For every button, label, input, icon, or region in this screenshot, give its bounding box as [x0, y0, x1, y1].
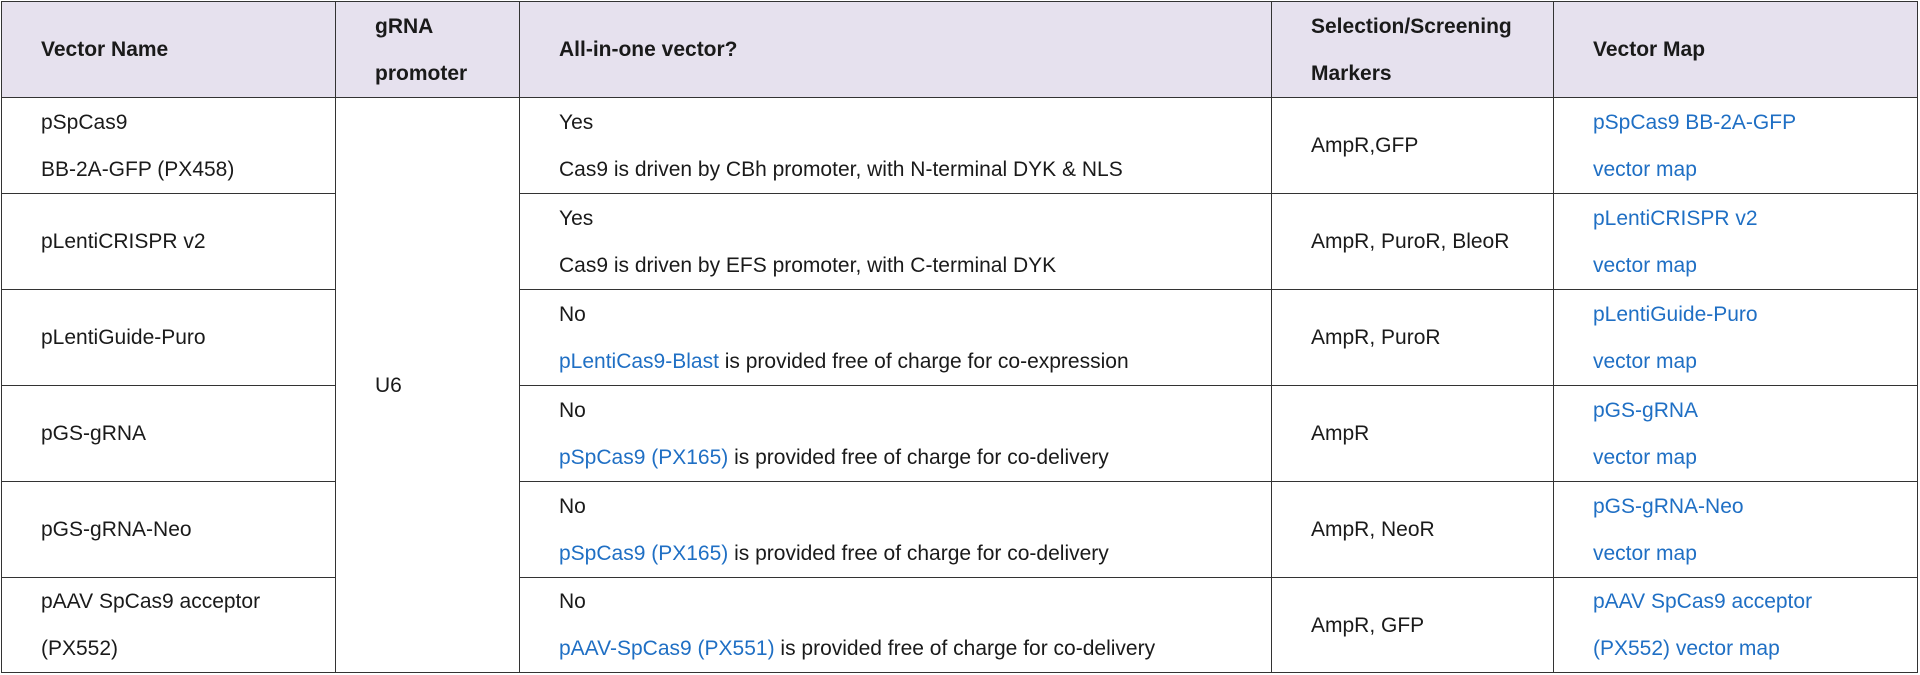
- vector-name: pGS-gRNA: [41, 422, 147, 445]
- table-row: [2, 98, 1918, 194]
- header-label-line: Vector Name: [41, 38, 169, 61]
- vector-map-link[interactable]: vector map: [1593, 445, 1697, 469]
- all-in-one-answer: Yes: [559, 206, 594, 230]
- header-label-line: Vector Map: [1593, 38, 1706, 61]
- vector-name-cell: [2, 194, 336, 290]
- note-text: is provided free of charge for co-expression: [718, 349, 1129, 373]
- all-in-one-cell: [520, 578, 1272, 673]
- all-in-one-answer: No: [559, 398, 586, 422]
- companion-vector-link[interactable]: pSpCas9 (PX165): [559, 445, 729, 469]
- header-markers: [1272, 2, 1554, 98]
- header-label-line: gRNA: [375, 14, 434, 38]
- companion-vector-link[interactable]: pLentiCas9-Blast: [559, 349, 719, 373]
- companion-vector-link[interactable]: pSpCas9 (PX165): [559, 541, 729, 565]
- table-row: [2, 386, 1918, 482]
- vector-map-link[interactable]: pLentiCRISPR v2: [1593, 206, 1758, 230]
- vector-map-link[interactable]: vector map: [1593, 157, 1697, 181]
- vector-map-link[interactable]: (PX552) vector map: [1593, 637, 1780, 660]
- vector-map-cell: [1554, 578, 1918, 673]
- vector-map-link[interactable]: pGS-gRNA: [1593, 398, 1699, 422]
- vector-map-link[interactable]: vector map: [1593, 541, 1697, 565]
- header-label-line: All-in-one vector?: [559, 38, 738, 61]
- markers-cell: AmpR,GFP: [1272, 98, 1554, 194]
- companion-vector-link[interactable]: pAAV-SpCas9 (PX551): [559, 637, 775, 660]
- vector-map-cell: [1554, 98, 1918, 194]
- vector-name: BB-2A-GFP (PX458): [41, 157, 235, 181]
- vector-map-link[interactable]: pLentiGuide-Puro: [1593, 302, 1758, 326]
- vector-name: pLentiCRISPR v2: [41, 230, 206, 253]
- all-in-one-cell: [520, 482, 1272, 578]
- markers-cell: AmpR, GFP: [1272, 578, 1554, 673]
- vector-name: pAAV SpCas9 acceptor: [41, 590, 261, 613]
- vector-name: pSpCas9: [41, 110, 128, 134]
- header-label-line: Markers: [1311, 61, 1392, 85]
- vector-map-link[interactable]: vector map: [1593, 253, 1697, 277]
- table-row: [2, 290, 1918, 386]
- vector-map-cell: [1554, 194, 1918, 290]
- table-row: [2, 482, 1918, 578]
- vector-map-cell: [1554, 290, 1918, 386]
- header-label-line: promoter: [375, 61, 468, 85]
- table-header-row: [2, 2, 1918, 98]
- header-vector-map: [1554, 2, 1918, 98]
- all-in-one-cell: [520, 290, 1272, 386]
- all-in-one-cell: [520, 98, 1272, 194]
- vector-name: (PX552): [41, 637, 119, 660]
- all-in-one-cell: [520, 386, 1272, 482]
- vector-map-link[interactable]: pAAV SpCas9 acceptor: [1593, 590, 1813, 613]
- vector-name-cell: [2, 290, 336, 386]
- vector-name: pGS-gRNA-Neo: [41, 518, 192, 541]
- header-label-line: Selection/Screening: [1311, 14, 1512, 38]
- vector-map-link[interactable]: pGS-gRNA-Neo: [1593, 494, 1744, 518]
- vector-name-cell: [2, 578, 336, 673]
- vector-name-cell: [2, 386, 336, 482]
- all-in-one-answer: No: [559, 494, 586, 518]
- all-in-one-note: [559, 338, 1271, 385]
- note-text: is provided free of charge for co-delivery: [728, 445, 1109, 469]
- vector-map-link[interactable]: pSpCas9 BB-2A-GFP: [1593, 110, 1797, 134]
- vector-map-cell: [1554, 482, 1918, 578]
- all-in-one-note: [559, 625, 1271, 672]
- all-in-one-cell: [520, 194, 1272, 290]
- all-in-one-answer: No: [559, 302, 586, 326]
- note-text: is provided free of charge for co-delivery: [728, 541, 1109, 565]
- all-in-one-answer: No: [559, 590, 586, 613]
- vector-map-cell: [1554, 386, 1918, 482]
- all-in-one-note: [559, 146, 1271, 193]
- markers-cell: AmpR, PuroR: [1272, 290, 1554, 386]
- table-row: [2, 194, 1918, 290]
- note-text: Cas9 is driven by EFS promoter, with C-terminal DYK: [559, 253, 1057, 277]
- note-text: Cas9 is driven by CBh promoter, with N-terminal DYK & NLS: [559, 157, 1123, 181]
- header-grna-promoter: [336, 2, 520, 98]
- all-in-one-note: [559, 530, 1271, 577]
- table-row: [2, 578, 1918, 673]
- vector-map-link[interactable]: vector map: [1593, 349, 1697, 373]
- markers-cell: AmpR: [1272, 386, 1554, 482]
- vector-name-cell: [2, 482, 336, 578]
- note-text: is provided free of charge for co-delivery: [774, 637, 1156, 660]
- markers-cell: AmpR, NeoR: [1272, 482, 1554, 578]
- vector-name: pLentiGuide-Puro: [41, 326, 206, 349]
- all-in-one-note: [559, 242, 1271, 289]
- all-in-one-answer: Yes: [559, 110, 594, 134]
- header-vector-name: [2, 2, 336, 98]
- grna-promoter-cell: U6: [336, 98, 520, 673]
- vector-name-cell: [2, 98, 336, 194]
- all-in-one-note: [559, 434, 1271, 481]
- header-all-in-one: [520, 2, 1272, 98]
- vector-comparison-table: [1, 1, 1918, 673]
- markers-cell: AmpR, PuroR, BleoR: [1272, 194, 1554, 290]
